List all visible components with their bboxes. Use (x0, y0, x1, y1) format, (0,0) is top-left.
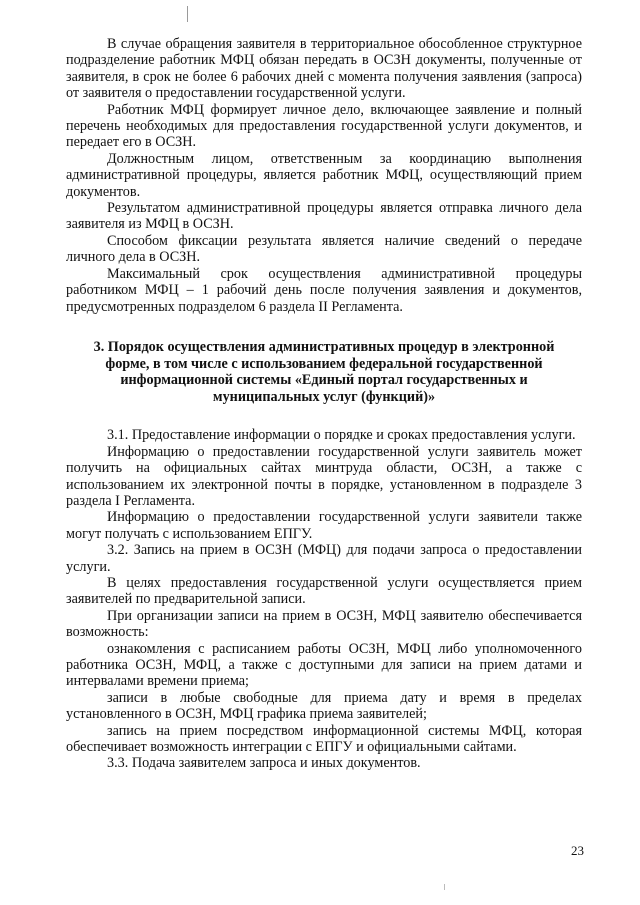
paragraph: Работник МФЦ формирует личное дело, включающее заявление и полный перечень необходимых для предоставления государственной услуги документов, и передает его в ОСЗН. (66, 101, 582, 151)
paragraph: При организации записи на прием в ОСЗН, МФЦ заявителю обеспечивается возможность: (66, 607, 582, 641)
paragraph: Информацию о предоставлении государственной услуги заявители также могут получать с использованием ЕПГУ. (66, 509, 582, 542)
paragraph: записи в любые свободные для приема дату и время в пределах установленного в ОСЗН, МФЦ графика приема заявителей; (66, 689, 582, 723)
paragraph: Результатом административной процедуры является отправка личного дела заявителя из МФЦ в ОСЗН. (66, 200, 582, 233)
section-heading: 3. Порядок осуществления административных процедур в электронной форме, в том числе с использованием федеральной государственной информационной системы «Единый портал государственных и муниципальных услуг (функций)» (93, 338, 555, 405)
paragraph: Максимальный срок осуществления административной процедуры работником МФЦ – 1 рабочий день после получения заявления и документов, предусмотренных подразделом 6 раздела II Регламента. (66, 265, 582, 315)
paragraph: запись на прием посредством информационной системы МФЦ, которая обеспечивает возможность интеграции с ЕПГУ и официальными сайтами. (66, 722, 582, 755)
paragraph: ознакомления с расписанием работы ОСЗН, МФЦ либо уполномоченного работника ОСЗН, МФЦ, а также с доступными для записи на прием датами и интервалами времени приема; (66, 640, 582, 690)
page-number: 23 (571, 843, 584, 858)
paragraph: В случае обращения заявителя в территориальное обособленное структурное подразделение работник МФЦ обязан передать в ОСЗН документы, полученные от заявителя, в срок не более 6 рабочих дней с момента получения заявления (запроса) от заявителя о предоставлении государственной услуги. (66, 36, 582, 102)
paragraph: 3.3. Подача заявителем запроса и иных документов. (107, 755, 421, 772)
paragraph: 3.2. Запись на прием в ОСЗН (МФЦ) для подачи запроса о предоставлении услуги. (66, 542, 582, 575)
paragraph: Информацию о предоставлении государственной услуги заявитель может получить на официальных сайтах минтруда области, ОСЗН, а также с использованием их электронной почты в порядке, установленном в подразделе 3 раздела I Регламента. (66, 443, 582, 509)
paragraph: 3.1. Предоставление информации о порядке и сроках предоставления услуги. (107, 427, 576, 444)
paragraph: В целях предоставления государственной услуги осуществляется прием заявителей по предварительной записи. (66, 574, 582, 608)
paragraph: Должностным лицом, ответственным за координацию выполнения административной процедуры, является работник МФЦ, осуществляющий прием документов. (66, 150, 582, 200)
paragraph: Способом фиксации результата является наличие сведений о передаче личного дела в ОСЗН. (66, 232, 582, 266)
scan-artifact (444, 884, 445, 890)
scan-artifact (187, 6, 188, 22)
